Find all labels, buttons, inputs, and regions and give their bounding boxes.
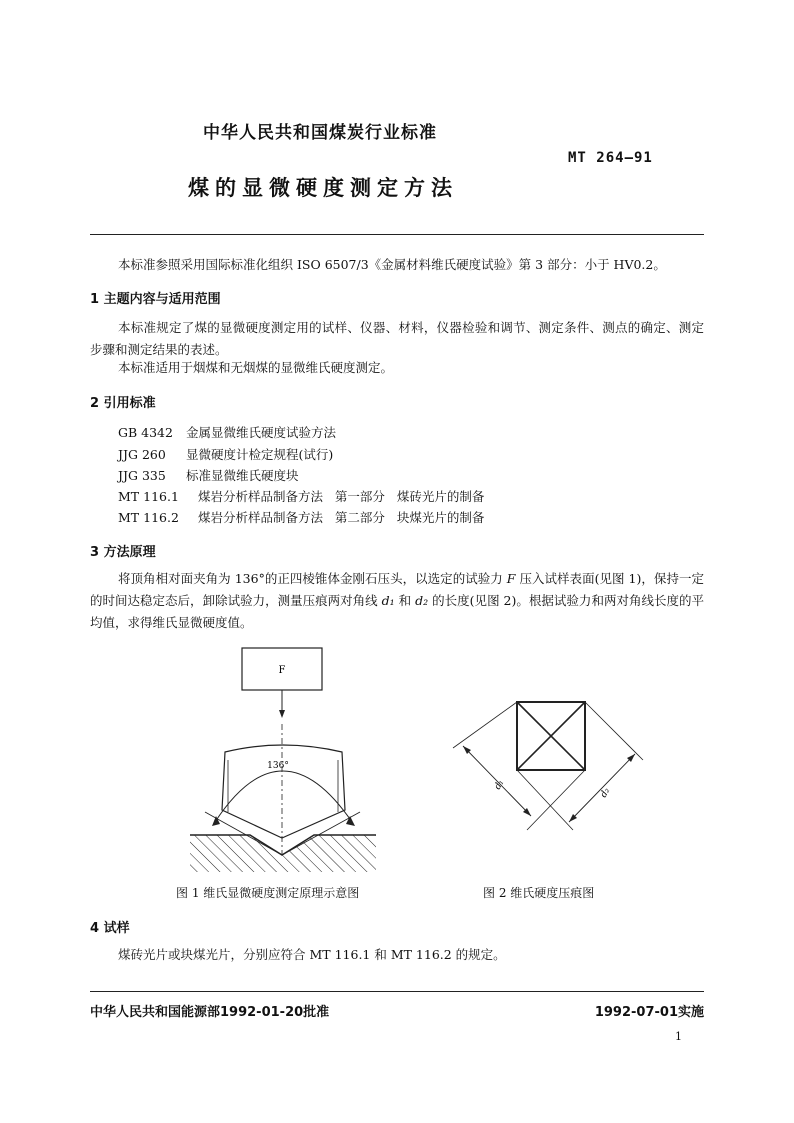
section-3-heading: 3 方法原理 bbox=[90, 545, 156, 560]
figure-1-caption: 图 1 维氏显微硬度测定原理示意图 bbox=[176, 886, 360, 900]
section-1-paragraph-1: 本标准规定了煤的显微硬度测定用的试样、仪器、材料，仪器检验和调节、测定条件、测点的确定、测定步骤和测定结果的表述。 bbox=[90, 320, 704, 357]
page-number: 1 bbox=[675, 1030, 682, 1043]
section-2-heading: 2 引用标准 bbox=[90, 396, 156, 411]
text-run: 将顶角相对面夹角为 136°的正四棱锥体金刚石压头，以选定的试验力 bbox=[118, 571, 507, 586]
reference-code: MT 116.2 bbox=[118, 510, 179, 525]
force-arrowhead bbox=[279, 710, 285, 718]
text-run: 压入试样表面(见图 1)，保持一定的时间达稳定态后，卸除试验力，测量压痕两对角线 bbox=[90, 571, 704, 608]
diagonal-d2-symbol: d₂ bbox=[415, 593, 429, 608]
diagonal-d1-symbol: d₁ bbox=[381, 593, 395, 608]
standard-number: MT 264—91 bbox=[568, 150, 653, 166]
reference-title: 显微硬度计检定规程(试行) bbox=[186, 447, 334, 462]
approval-line: 中华人民共和国能源部1992-01-20批准 bbox=[90, 1005, 330, 1020]
text-run: 和 bbox=[394, 593, 416, 608]
extension-line bbox=[453, 702, 517, 748]
figure-1-diagram bbox=[180, 640, 400, 880]
angle-label: 136° bbox=[267, 761, 289, 771]
document-title: 煤的显微硬度测定方法 bbox=[188, 176, 458, 200]
reference-item bbox=[118, 487, 484, 505]
figure-2-caption: 图 2 维氏硬度压痕图 bbox=[483, 886, 595, 900]
section-3-paragraph bbox=[90, 568, 704, 634]
reference-title: 金属显微维氏硬度试验方法 bbox=[186, 425, 337, 440]
force-label: F bbox=[278, 665, 286, 676]
d2-label: d₂ bbox=[598, 786, 613, 800]
section-4-heading: 4 试样 bbox=[90, 921, 130, 936]
extension-line bbox=[517, 770, 573, 830]
figure-2-diagram bbox=[445, 690, 655, 840]
text-run: 的长度(见图 2)。根据试验力和两对角线长度的平均值，求得维氏显微硬度值。 bbox=[90, 593, 704, 630]
extension-line bbox=[527, 770, 585, 830]
intro-text: 本标准参照采用国际标准化组织 ISO 6507/3《金属材料维氏硬度试验》第 3 部分：小于 HV0.2。 bbox=[118, 257, 666, 272]
reference-item bbox=[118, 508, 484, 526]
d1-label: d₁ bbox=[492, 778, 507, 792]
reference-code: GB 4342 bbox=[118, 425, 173, 440]
reference-code: JJG 260 bbox=[118, 447, 166, 462]
reference-title: 煤岩分析样品制备方法 第一部分 煤砖光片的制备 bbox=[198, 489, 485, 504]
section-4-paragraph: 煤砖光片或块煤光片，分别应符合 MT 116.1 和 MT 116.2 的规定。 bbox=[118, 947, 506, 962]
reference-title: 煤岩分析样品制备方法 第二部分 块煤光片的制备 bbox=[198, 510, 485, 525]
arc-arrowhead bbox=[212, 816, 220, 826]
header-divider bbox=[90, 234, 704, 235]
extension-line bbox=[585, 702, 643, 760]
reference-code: JJG 335 bbox=[118, 468, 166, 483]
section-1-paragraph-2: 本标准适用于烟煤和无烟煤的显微维氏硬度测定。 bbox=[118, 360, 394, 375]
reference-item bbox=[118, 445, 333, 463]
angle-arc bbox=[215, 771, 352, 822]
section-1-heading: 1 主题内容与适用范围 bbox=[90, 292, 221, 307]
reference-item bbox=[118, 423, 336, 441]
reference-code: MT 116.1 bbox=[118, 489, 179, 504]
sample-hatching bbox=[190, 835, 376, 872]
force-symbol: F bbox=[506, 571, 516, 586]
reference-title: 标准显微维氏硬度块 bbox=[186, 468, 299, 483]
footer-divider bbox=[90, 991, 704, 992]
effective-date: 1992-07-01实施 bbox=[594, 1005, 704, 1020]
issuing-standard-title: 中华人民共和国煤炭行业标准 bbox=[203, 123, 437, 143]
reference-item bbox=[118, 466, 299, 484]
